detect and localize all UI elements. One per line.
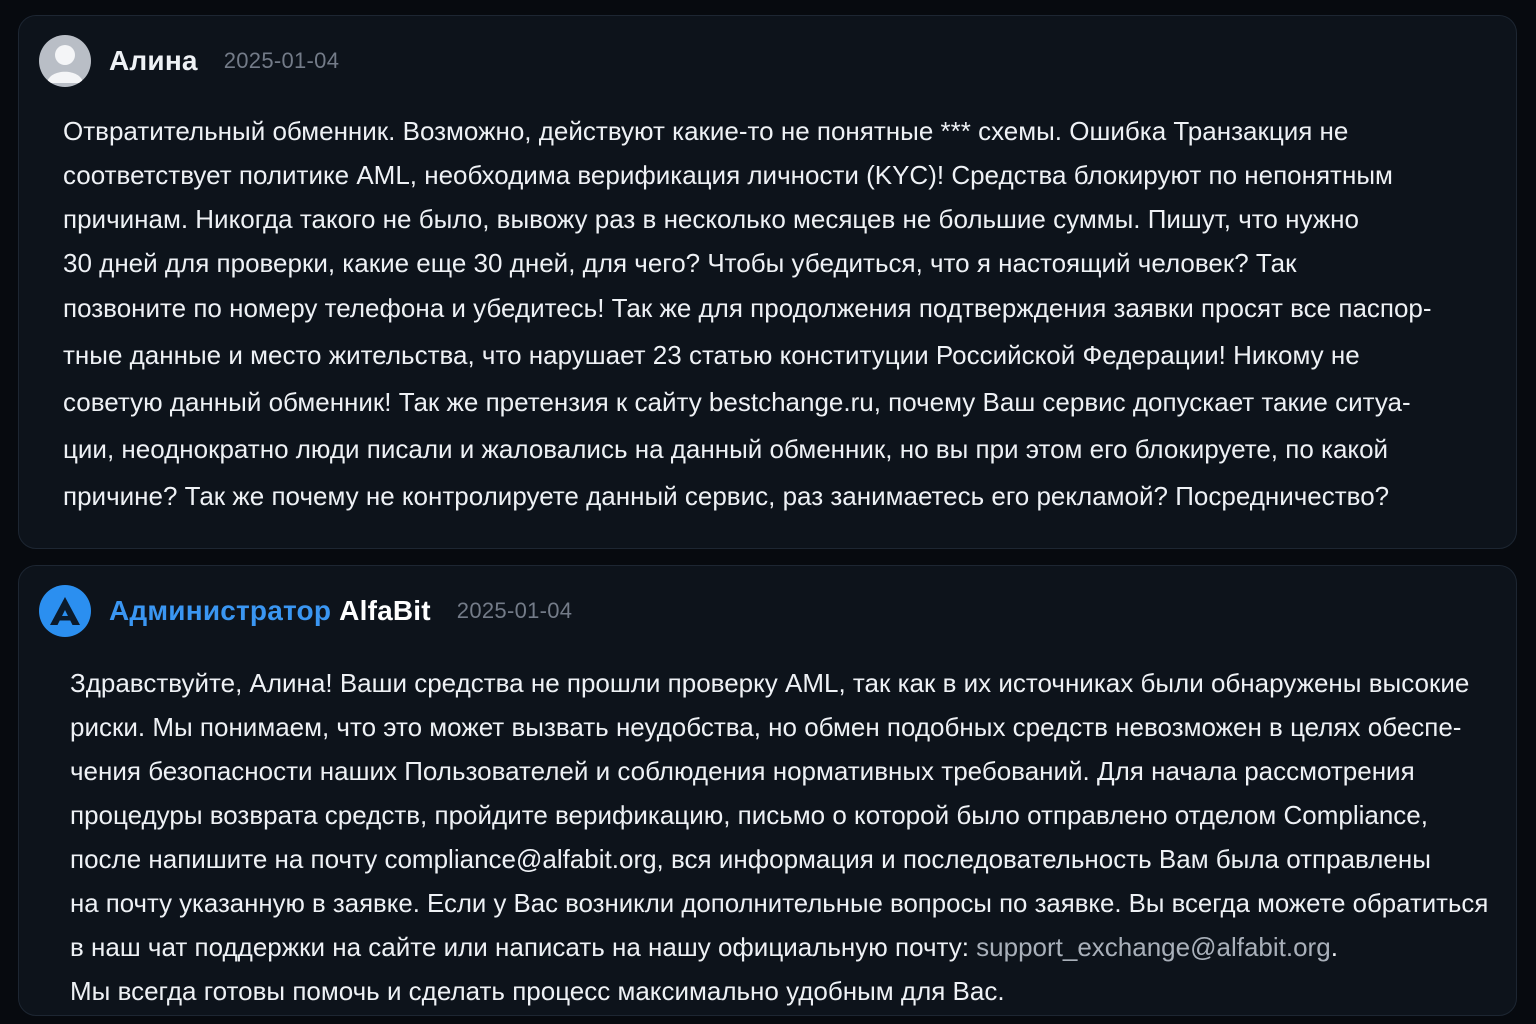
reply-line: чения безопасности наших Пользователей и соблюдения нормативных требований. Для начала рассмотрения: [70, 756, 1415, 786]
review-line: соответствует политике AML, необходима верификация личности (KYC)! Средства блокируют по непонятным: [63, 160, 1393, 190]
reply-text: [70, 661, 1499, 1013]
reply-line: на почту указанную в заявке. Если у Вас возникли дополнительные вопросы по заявке. Вы всегда можете обратиться: [70, 888, 1489, 918]
reply-line: риски. Мы понимаем, что это может вызвать неудобства, но обмен подобных средств невозможен в целях обеспе-: [70, 712, 1462, 742]
reply-author-brand: AlfaBit: [339, 595, 431, 626]
reply-line: Мы всегда готовы помочь и сделать процесс максимально удобным для Вас.: [70, 976, 1005, 1006]
review-line: Отвратительный обменник. Возможно, действуют какие-то не понятные *** схемы. Ошибка Транзакция не: [63, 116, 1349, 146]
review-line: причинам. Никогда такого не было, вывожу раз в несколько месяцев не большие суммы. Пишут, что нужно: [63, 204, 1359, 234]
reply-line: Здравствуйте, Алина! Ваши средства не прошли проверку AML, так как в их источниках были обнаружены высокие: [70, 668, 1470, 698]
support-email-link[interactable]: support_exchange@alfabit.org: [976, 932, 1331, 962]
review-line: 30 дней для проверки, какие еще 30 дней, для чего? Чтобы убедиться, что я настоящий человек? Так: [63, 248, 1297, 278]
reply-card: [18, 565, 1517, 1016]
review-text: [63, 109, 1432, 520]
review-line: причине? Так же почему не контролируете данный сервис, раз занимаетесь его рекламой? Посредничество?: [63, 481, 1390, 511]
user-avatar-icon: [39, 35, 91, 87]
review-author: Алина: [109, 45, 198, 76]
review-line: советую данный обменник! Так же претензия к сайту bestchange.ru, почему Ваш сервис допускает такие ситуа-: [63, 387, 1411, 417]
reply-line: после напишите на почту compliance@alfabit.org, вся информация и последовательность Вам была отправлены: [70, 844, 1431, 874]
alfabit-logo-icon: [39, 585, 91, 637]
reply-author-role: Администратор: [109, 595, 332, 626]
review-date: 2025-01-04: [223, 48, 340, 73]
review-card: [18, 15, 1517, 549]
reply-line: процедуры возврата средств, пройдите верификацию, письмо о которой было отправлено отделом Compliance,: [70, 800, 1428, 830]
review-line: тные данные и место жительства, что нарушает 23 статью конституции Российской Федерации! Никому не: [63, 340, 1360, 370]
reply-line-text: в наш чат поддержки на сайте или написать на нашу официальную почту:: [70, 932, 977, 962]
reply-header: [39, 584, 572, 638]
support-email-suffix: .: [1330, 932, 1338, 962]
reply-date: 2025-01-04: [456, 598, 573, 623]
reply-line: [70, 925, 1499, 969]
review-line: ции, неоднократно люди писали и жаловались на данный обменник, но вы при этом его блокируете, по какой: [63, 434, 1389, 464]
review-header: [39, 34, 339, 88]
review-line: позвоните по номеру телефона и убедитесь! Так же для продолжения подтверждения заявки просят все паспор-: [63, 293, 1432, 323]
